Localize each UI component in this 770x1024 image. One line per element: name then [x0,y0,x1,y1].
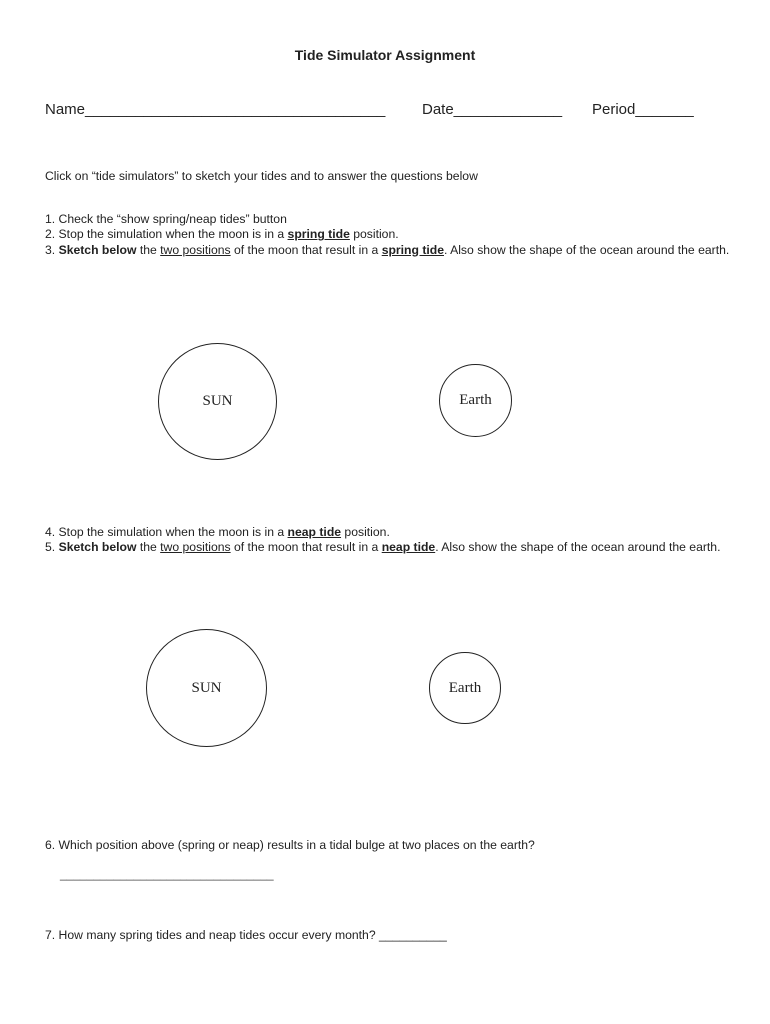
period-field[interactable]: Period_______ [592,101,694,118]
spring-tide-term: spring tide [287,227,350,242]
instructions-block-1 [45,212,735,258]
question-4: 4. Stop the simulation when the moon is in a neap tide position. [45,525,390,539]
question-2: 2. Stop the simulation when the moon is in a spring tide position. [45,227,399,242]
sun-circle-2 [146,629,267,747]
page-title: Tide Simulator Assignment [294,47,476,63]
earth-circle-1 [439,364,512,437]
instructions-block-2 [45,525,735,556]
name-field[interactable]: Name____________________________________ [45,101,386,118]
question-6-answer-line[interactable]: ________________________________ [60,867,274,881]
earth-circle-2 [429,652,501,724]
question-1: 1. Check the “show spring/neap tides” button [45,212,287,226]
question-3: 3. Sketch below the two positions of the moon that result in a spring tide. Also show the shape of the ocean around the earth. [45,242,730,257]
intro-instructions: Click on “tide simulators” to sketch your tides and to answer the questions below [45,169,478,183]
sun-label: SUN [191,679,222,696]
question-5: 5. Sketch below the two positions of the moon that result in a neap tide. Also show the shape of the ocean around the earth. [45,540,721,555]
sun-label: SUN [202,393,233,409]
date-field[interactable]: Date_____________ [422,101,563,118]
neap-tide-term: neap tide [287,525,342,539]
question-7: 7. How many spring tides and neap tides occur every month? __________ [45,928,447,942]
earth-label: Earth [459,392,492,408]
sketch-below-emphasis: Sketch below [58,242,137,257]
question-6: 6. Which position above (spring or neap) results in a tidal bulge at two places on the earth? [45,838,535,852]
earth-label: Earth [448,679,482,696]
sun-circle-1 [158,343,277,460]
